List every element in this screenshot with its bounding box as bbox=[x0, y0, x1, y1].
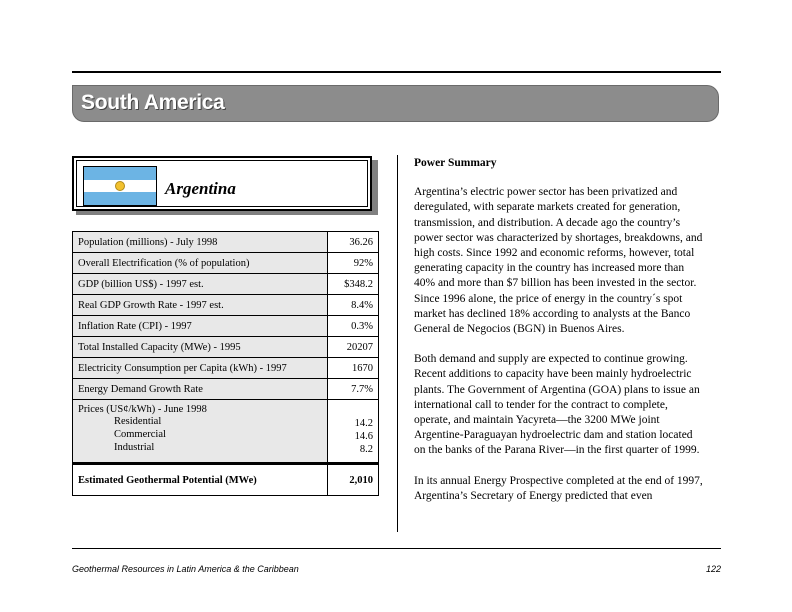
table-row bbox=[73, 316, 379, 337]
price-residential-value: 14.2 bbox=[354, 418, 373, 429]
table-row bbox=[73, 337, 379, 358]
geothermal-row bbox=[73, 464, 379, 496]
price-industrial-label: Industrial bbox=[114, 442, 155, 453]
stat-label: Population (millions) - July 1998 bbox=[73, 232, 328, 253]
prices-label: Prices (US¢/kWh) - June 1998 bbox=[78, 404, 207, 415]
summary-paragraph-3: In its annual Energy Prospective completed at the end of 1997, Argentina’s Secretary of Energy predicted that even bbox=[414, 474, 703, 502]
table-row bbox=[73, 253, 379, 274]
stat-value: 92% bbox=[328, 253, 379, 274]
column-divider bbox=[397, 155, 398, 532]
page-number: 122 bbox=[705, 564, 721, 574]
stat-value: 7.7% bbox=[328, 379, 379, 400]
section-heading: Power Summary bbox=[414, 157, 497, 169]
stat-label: Total Installed Capacity (MWe) - 1995 bbox=[73, 337, 328, 358]
prices-cell bbox=[73, 400, 328, 464]
country-header-inner bbox=[76, 160, 368, 207]
stat-value: 20207 bbox=[328, 337, 379, 358]
table-row bbox=[73, 358, 379, 379]
price-commercial-value: 14.6 bbox=[354, 431, 373, 442]
summary-paragraph-1: Argentina’s electric power sector has been privatized and deregulated, with separate markets created for generation, transmission, and distribution. A decade ago the country’s power sector was characterized by shortages, breakdowns, and high costs. Since 1992 and economic reforms, however, total generating capacity in the country has increased more than 40% and more than $7 billion has been invested in the sector. Since 1996 alone, the price of energy in the country´s spot market has declined 18% according to analysts at the Banco General de Negocios (BGN) in Buenos Aires. bbox=[414, 186, 703, 336]
price-residential-label: Residential bbox=[114, 416, 162, 427]
geothermal-label: Estimated Geothermal Potential (MWe) bbox=[73, 464, 328, 496]
stat-label: Energy Demand Growth Rate bbox=[73, 379, 328, 400]
stat-value: 0.3% bbox=[328, 316, 379, 337]
stat-label: Overall Electrification (% of population) bbox=[73, 253, 328, 274]
table-row bbox=[73, 274, 379, 295]
region-title: South America bbox=[81, 91, 225, 114]
stat-label: GDP (billion US$) - 1997 est. bbox=[73, 274, 328, 295]
region-banner bbox=[72, 85, 719, 122]
stat-value: 36.26 bbox=[328, 232, 379, 253]
sun-of-may-icon bbox=[115, 181, 125, 191]
stat-value: 1670 bbox=[328, 358, 379, 379]
footer-title: Geothermal Resources in Latin America & the Caribbean bbox=[72, 564, 299, 574]
country-header bbox=[72, 156, 372, 211]
argentina-flag-icon bbox=[83, 166, 157, 206]
prices-values bbox=[328, 400, 379, 464]
country-name: Argentina bbox=[165, 179, 236, 198]
top-rule bbox=[72, 71, 721, 73]
price-commercial-label: Commercial bbox=[114, 429, 166, 440]
prices-row bbox=[73, 400, 379, 464]
table-row bbox=[73, 232, 379, 253]
table-row bbox=[73, 295, 379, 316]
stat-value: 8.4% bbox=[328, 295, 379, 316]
bottom-rule bbox=[72, 548, 721, 549]
stat-label: Inflation Rate (CPI) - 1997 bbox=[73, 316, 328, 337]
summary-paragraph-2: Both demand and supply are expected to continue growing. Recent additions to capacity have been mainly hydroelectric plants. The Government of Argentina (GOA) plans to issue an international call to tender for the contract to complete, operate, and maintain Yacyreta—the 3200 MWe joint Argentine-Paraguayan hydroelectric dam and station located on the banks of the Parana River—in the first quarter of 1999. bbox=[414, 353, 700, 457]
country-stats-table bbox=[72, 231, 379, 496]
stat-label: Electricity Consumption per Capita (kWh) - 1997 bbox=[73, 358, 328, 379]
price-industrial-value: 8.2 bbox=[359, 444, 373, 455]
geothermal-value: 2,010 bbox=[328, 464, 379, 496]
stat-value: $348.2 bbox=[328, 274, 379, 295]
table-row bbox=[73, 379, 379, 400]
stat-label: Real GDP Growth Rate - 1997 est. bbox=[73, 295, 328, 316]
power-summary-column bbox=[414, 156, 704, 519]
